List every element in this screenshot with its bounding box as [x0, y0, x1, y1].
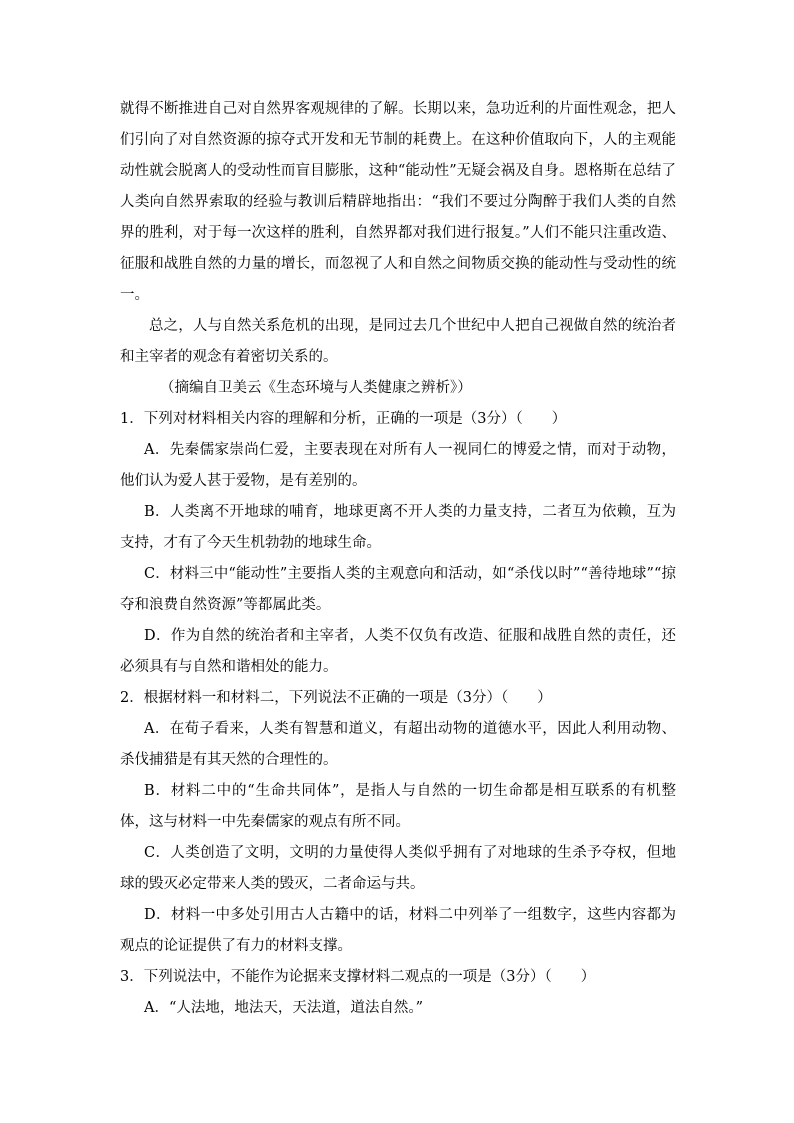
option-c: C．人类创造了文明，文明的力量使得人类似乎拥有了对地球的生杀予夺权，但地球的毁灭必定带来人类的毁灭，二者命运与共。 [120, 845, 676, 892]
question-1 [120, 404, 676, 683]
question-stem: 2．根据材料一和材料二，下列说法不正确的一项是（3分）（ ） [120, 690, 552, 706]
question-2 [120, 683, 676, 962]
document-page [120, 94, 676, 1024]
option-b: B．材料二中的“生命共同体”，是指人与自然的一切生命都是相互联系的有机整体，这与材料一中先秦儒家的观点有所不同。 [120, 783, 676, 830]
passage-paragraph-1: 就得不断推进自己对自然界客观规律的了解。长期以来，急功近利的片面性观念，把人们引向了对自然资源的掠夺式开发和无节制的耗费上。在这种价值取向下，人的主观能动性就会脱离人的受动性而盲目膨胀，这种“能动性”无疑会祸及自身。恩格斯在总结了人类向自然界索取的经验与教训后精辟地指出：“我们不要过分陶醉于我们人类的自然界的胜利，对于每一次这样的胜利，自然界都对我们进行报复。”人们不能只注重改造、征服和战胜自然的力量的增长，而忽视了人和自然之间物质交换的能动性与受动性的统一。 [120, 101, 676, 303]
option-b: B．人类离不开地球的哺育，地球更离不开人类的力量支持，二者互为依赖，互为支持，才有了今天生机勃勃的地球生命。 [120, 504, 676, 551]
question-stem: 1．下列对材料相关内容的理解和分析，正确的一项是（3分）（ ） [120, 411, 567, 427]
passage-source: （摘编自卫美云《生态环境与人类健康之辨析》） [160, 380, 472, 396]
option-a: A．在荀子看来，人类有智慧和道义，有超出动物的道德水平，因此人利用动物、杀伐捕猎是有其天然的合理性的。 [120, 721, 676, 768]
question-3 [120, 962, 676, 1024]
passage-paragraph-2: 总之，人与自然关系危机的出现，是同过去几个世纪中人把自己视做自然的统治者和主宰者的观念有着密切关系的。 [120, 318, 676, 365]
option-a: A．“人法地，地法天，天法道，道法自然。” [144, 1000, 424, 1016]
question-stem: 3．下列说法中，不能作为论据来支撑材料二观点的一项是（3分）（ ） [120, 969, 596, 985]
option-d: D．材料一中多处引用古人古籍中的话，材料二中列举了一组数字，这些内容都为观点的论证提供了有力的材料支撑。 [120, 907, 676, 954]
option-a: A．先秦儒家崇尚仁爱，主要表现在对所有人一视同仁的博爱之情，而对于动物，他们认为爱人甚于爱物，是有差别的。 [120, 442, 676, 489]
option-c: C．材料三中“能动性”主要指人类的主观意向和活动，如“杀伐以时”“善待地球”“掠夺和浪费自然资源”等都属此类。 [120, 566, 676, 613]
option-d: D．作为自然的统治者和主宰者，人类不仅负有改造、征服和战胜自然的责任，还必须具有与自然和谐相处的能力。 [120, 628, 676, 675]
